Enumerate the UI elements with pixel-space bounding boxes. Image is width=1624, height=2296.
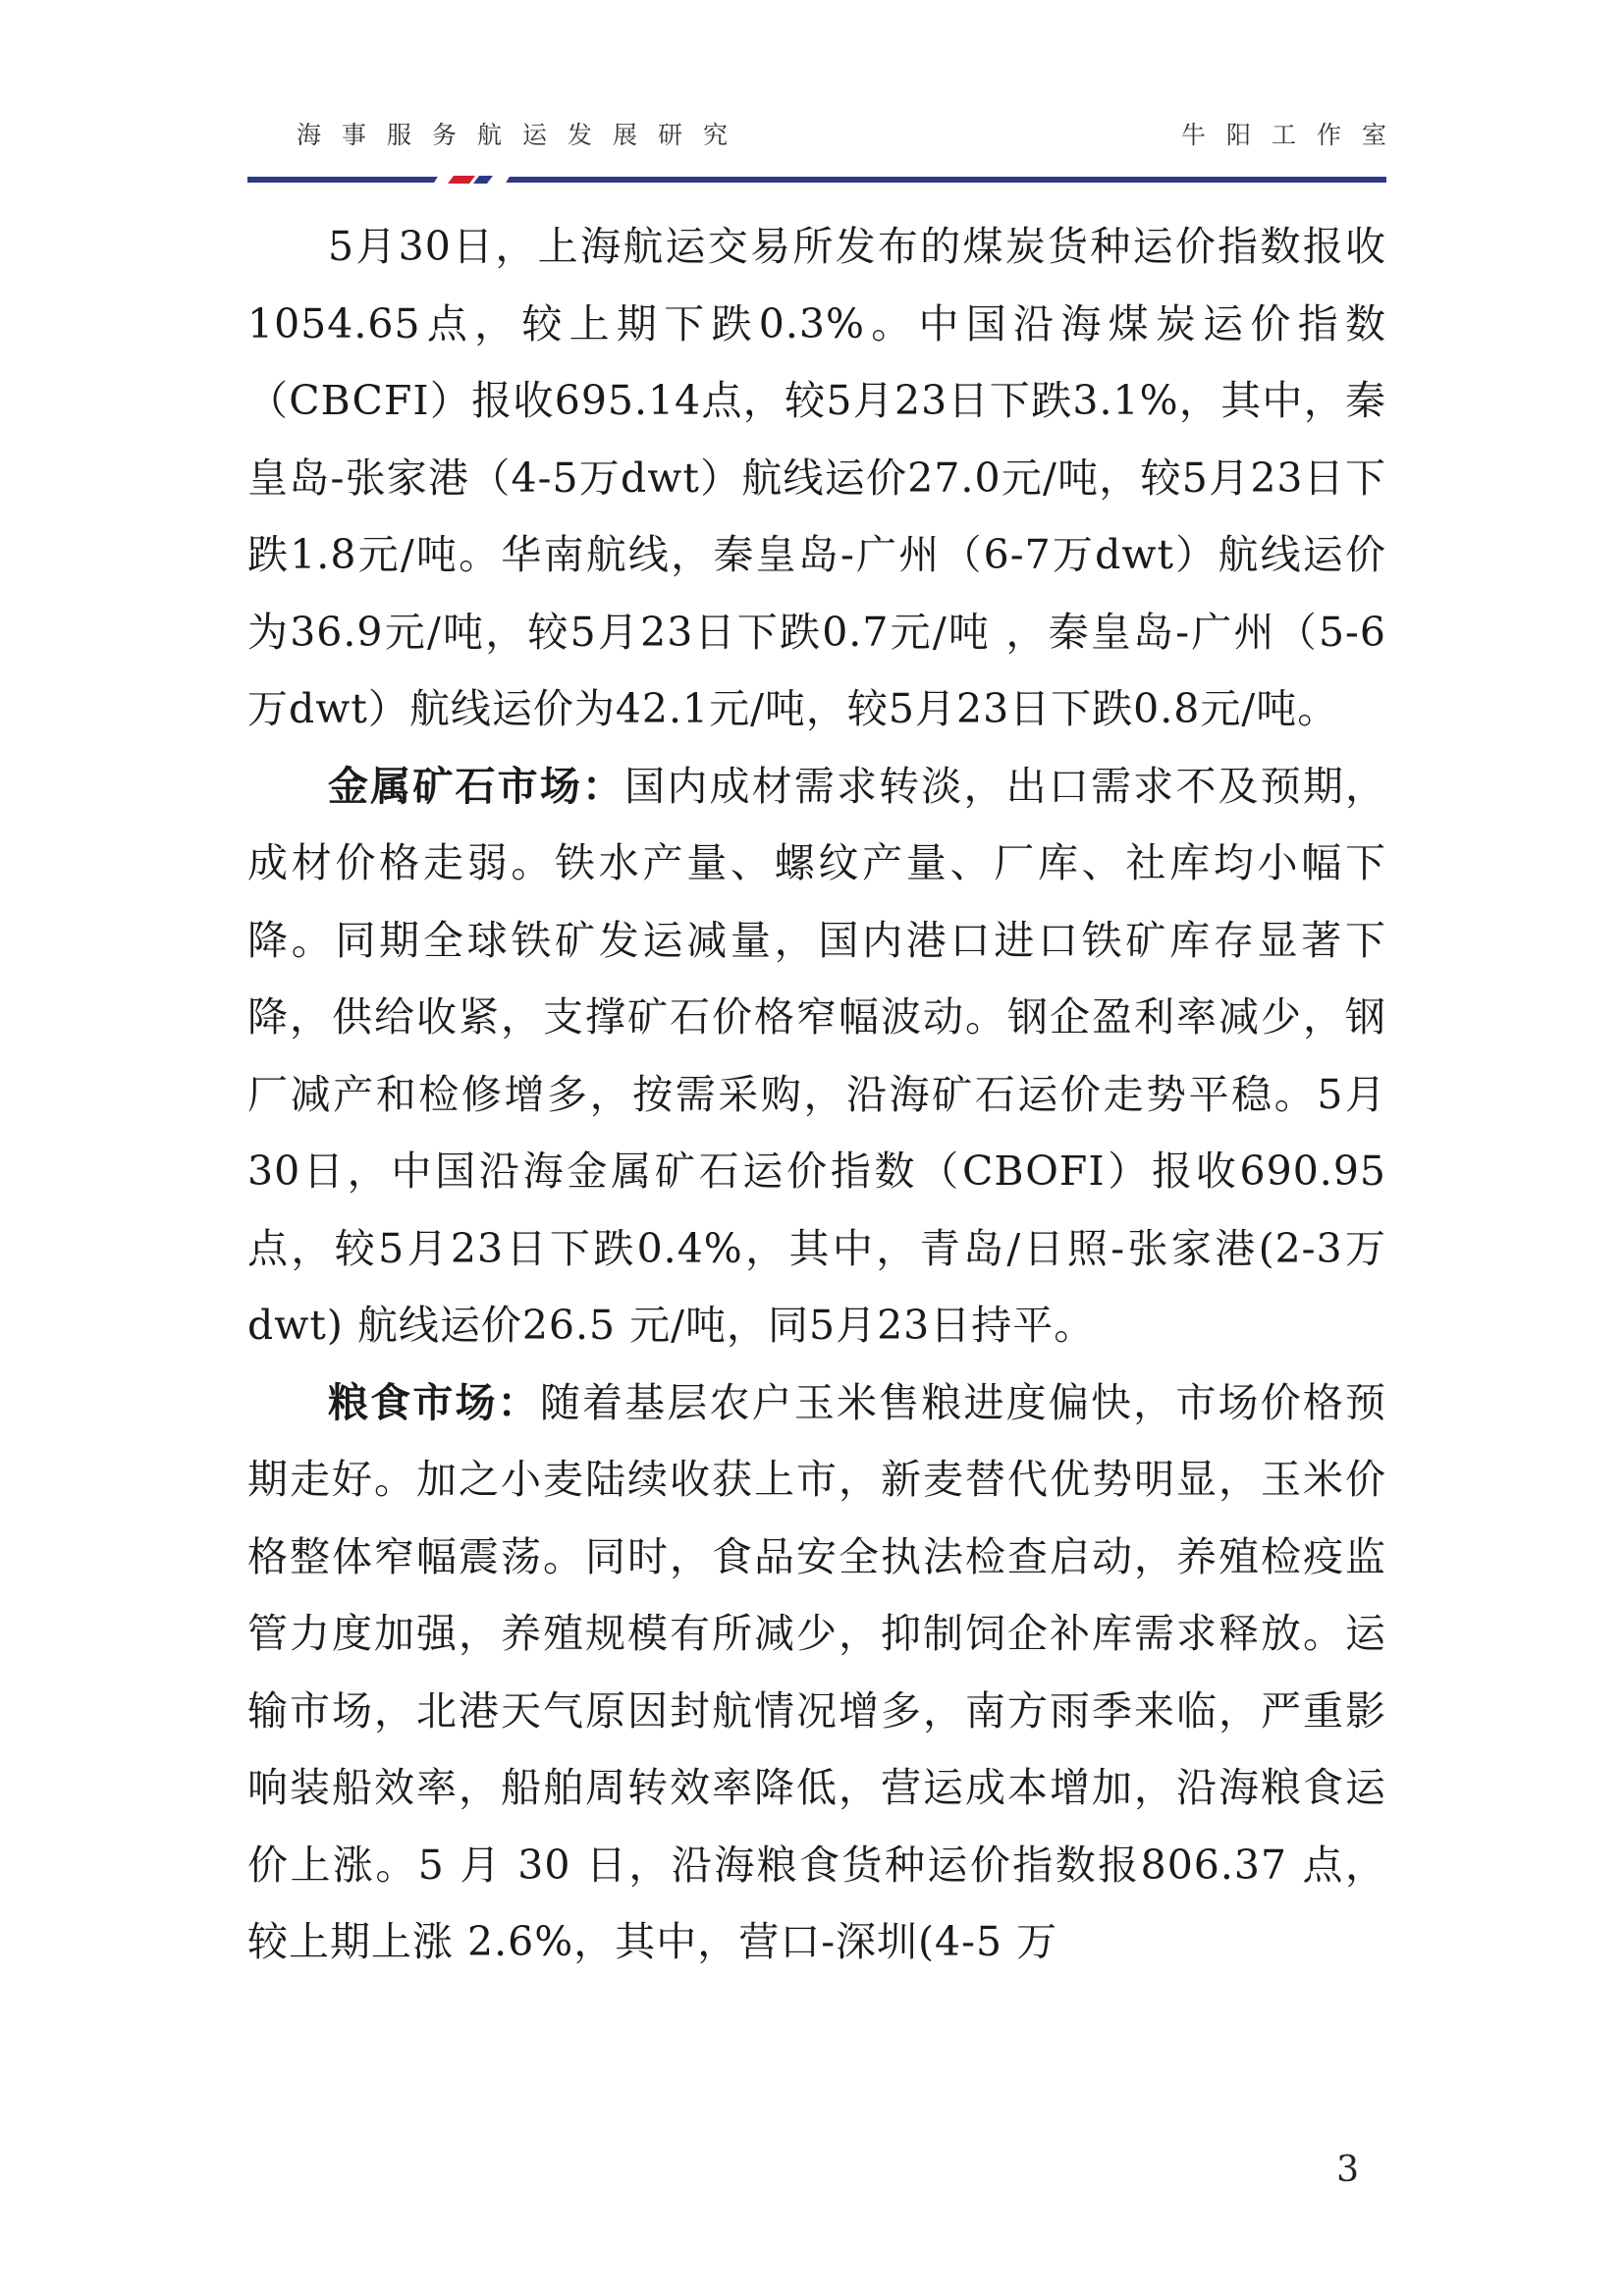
paragraph-text: 5月30日，上海航运交易所发布的煤炭货种运价指数报收1054.65点，较上期下跌0.3%。中国沿海煤炭运价指数（CBCFI）报收695.14点，较5月23日下跌3.1%，其中，秦皇岛-张家港（4-5万dwt）航线运价27.0元/吨，较5月23日下跌1.8元/吨。华南航线，秦皇岛-广州（6-7万dwt）航线运价为36.9元/吨，较5月23日下跌0.7元/吨 ，秦皇岛-广州（5-6万dwt）航线运价为42.1元/吨，较5月23日下跌0.8元/吨。 [247, 223, 1386, 732]
paragraph-text: 国内成材需求转淡，出口需求不及预期，成材价格走弱。铁水产量、螺纹产量、厂库、社库均小幅下降。同期全球铁矿发运减量，国内港口进口铁矿库存显著下降，供给收紧，支撑矿石价格窄幅波动。钢企盈利率减少，钢厂减产和检修增多，按需采购，沿海矿石运价走势平稳。5月30日，中国沿海金属矿石运价指数（CBOFI）报收690.95点，较5月23日下跌0.4%，其中，青岛/日照-张家港(2-3万dwt) 航线运价26.5 元/吨，同5月23日持平。 [247, 762, 1387, 1349]
page-header [247, 116, 1407, 151]
paragraph-lead: 粮食市场： [328, 1378, 540, 1426]
header-rule [247, 175, 1386, 185]
paragraph-grain-market [247, 1364, 1386, 1981]
paragraph-lead: 金属矿石市场： [328, 762, 625, 810]
paragraph-metal-ore-market [247, 748, 1386, 1364]
header-title-right: 牛阳工作室 [1180, 121, 1407, 149]
document-body [247, 208, 1386, 1981]
header-title-left: 海事服务航运发展研究 [297, 121, 749, 149]
page-number: 3 [1336, 2150, 1359, 2190]
paragraph-coal-market [247, 208, 1386, 748]
paragraph-text: 随着基层农户玉米售粮进度偏快，市场价格预期走好。加之小麦陆续收获上市，新麦替代优势明显，玉米价格整体窄幅震荡。同时，食品安全执法检查启动，养殖检疫监管力度加强，养殖规模有所减少，抑制饲企补库需求释放。运输市场，北港天气原因封航情况增多，南方雨季来临，严重影响装船效率，船舶周转效率降低，营运成本增加，沿海粮食运价上涨。5 月 30 日，沿海粮食货种运价指数报806.37 点，较上期上涨 2.6%，其中，营口-深圳(4-5 万 [247, 1378, 1387, 1965]
